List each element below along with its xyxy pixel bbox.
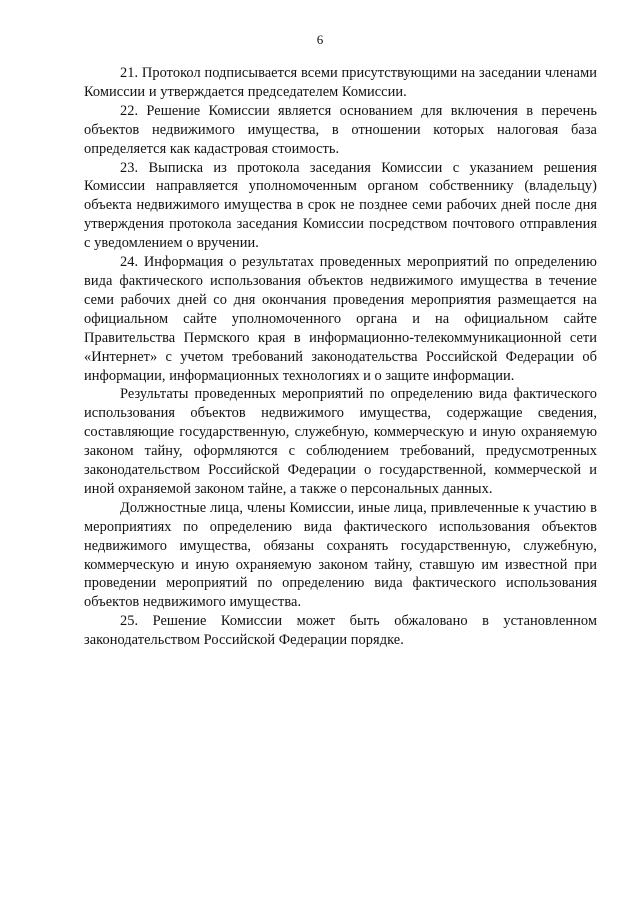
page-number: 6 [316,32,324,47]
paragraph-24-results: Результаты проведенных мероприятий по определению вида фактического использования объектов недвижимого имущества, содержащие сведения, составляющие государственную, служебную, коммерческую и иную охраняемую законом тайну, оформляются с соблюдением требований, предусмотренных законодательством Российской Федерации о государственной, коммерческой и иной охраняемой законом тайне, а также о персональных данных. [84,386,597,497]
paragraph-25: 25. Решение Комиссии может быть обжаловано в установленном законодательством Российской Федерации порядке. [84,613,597,649]
paragraph-24-officials: Должностные лица, члены Комиссии, иные лица, привлеченные к участию в мероприятиях по определению вида фактического использования объектов недвижимого имущества, обязаны сохранять государственную, служебную, коммерческую и иную охраняемую законом тайну, ставшую им известной при проведении мероприятий по определению вида фактического использования объектов недвижимого имущества. [84,499,597,611]
document-body [84,64,597,650]
paragraph-23: 23. Выписка из протокола заседания Комиссии с указанием решения Комиссии направляется уполномоченным органом собственнику (владельцу) объекта недвижимого имущества в срок не позднее семи рабочих дней после дня утверждения протокола заседания Комиссии посредством почтового отправления с уведомлением о вручении. [84,159,597,252]
paragraph-22: 22. Решение Комиссии является основанием для включения в перечень объектов недвижимого имущества, в отношении которых налоговая база определяется как кадастровая стоимость. [84,102,597,157]
paragraph-21: 21. Протокол подписывается всеми присутствующими на заседании членами Комиссии и утверждается председателем Комиссии. [84,65,597,100]
paragraph-24: 24. Информация о результатах проведенных мероприятий по определению вида фактического использования объектов недвижимого имущества в течение семи рабочих дней со дня окончания проведения мероприятия размещается на официальном сайте уполномоченного органа и на официальном сайте Правительства Пермского края в информационно-телекоммуникационной сети «Интернет» с учетом требований законодательства Российской Федерации об информации, информационных технологиях и о защите информации. [84,254,597,384]
